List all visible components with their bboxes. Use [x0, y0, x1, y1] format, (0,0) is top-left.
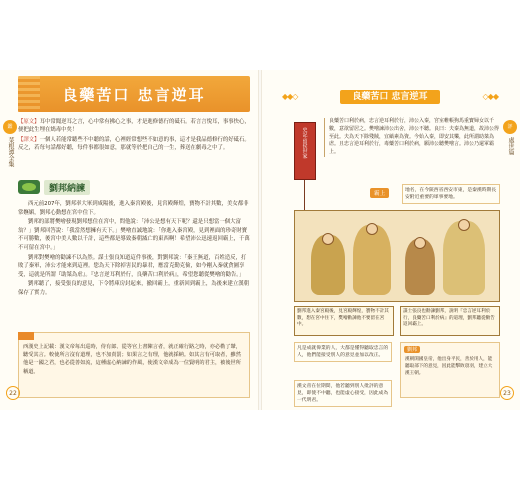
term-note: 地名，在今陝西省西安市東，是秦漢時期長安附近重要的軍事要地。	[402, 184, 500, 204]
left-side-tab-text: 菜根譚全集	[7, 137, 14, 167]
note-box	[18, 332, 250, 398]
page-number-right: 23	[500, 386, 514, 400]
person-description: 漢朝開國皇帝，他出身平民，善於用人，能聽取部下的意見，因此能擊敗項羽，建立大漢王朝。	[405, 357, 493, 376]
note-tab-icon	[18, 332, 34, 340]
section-title: 劉邦納諫	[44, 180, 90, 195]
person-title: 劉邦	[404, 346, 420, 353]
intro-original-text: 耳中常聞逆耳之言，心中常有拂心之事，才是進修德行的砥石。若言言悅耳，事事快心，便把此生埋在鴆毒中矣！	[18, 119, 250, 134]
person-box	[400, 342, 500, 398]
figure-head	[322, 233, 334, 245]
side-note: 凡是成就偉業的人，大都是懂得聽取忠言的人，他們能接受別人的意見並加以改正。	[294, 342, 392, 362]
term-tag: 霸上	[370, 188, 389, 198]
left-page-title: 良藥苦口 忠言逆耳	[62, 86, 206, 104]
ornament-left-icon: ◆◆◇	[282, 92, 298, 101]
intro-translation-text: 一個人若能常聽些不中聽的話，心裡經常想些不如意的事，這才是我品德修行的好砥石。反之，若每句話都好聽，每件事都很如意，那就等於把自己的一生，葬送在劇毒之中了。	[18, 136, 250, 152]
intro-original	[18, 118, 250, 135]
side-note: 漢文帝在位期間，他若聽到別人批評的意見，即使不中聽，也能虛心接受，因此成為一代明君。	[294, 380, 392, 407]
story-body	[18, 200, 250, 299]
figure-illustration	[443, 221, 485, 295]
figure-head	[414, 237, 426, 249]
caption-left: 劉邦進入秦宮殿後，見宮殿輝煌，寶物不計其數，想在宮中住下，樊噲勸諫他不要留在宮中。	[294, 306, 394, 336]
section-heading	[18, 180, 148, 194]
note-text: 西漢史上記載：漢文帝每出巡時，侍有郎、從等官上書陳言者，就正確行路之時，亦必勒了輦，聽受其言。較使所言沒有道理，也不加責罰；如果言之有理，他就採納。如其言有可取者，雖然他是一國之君，也必從善如流，這種虛心納諫的作風，使漢文帝成為一位賢明的君主，被後世所稱道。	[23, 344, 241, 375]
book-label: 史記·留侯世家	[301, 127, 308, 159]
right-side-tab	[502, 120, 518, 155]
caption-right: 謀士張良也勸諫劉邦，說明『忠言逆耳利於行，良藥苦口利於病』的道理，劉邦聽從勸告返回霸上。	[400, 306, 500, 336]
book-label-card	[294, 122, 316, 180]
intro-translation-key: 【譯文】	[18, 136, 40, 143]
leaf-icon	[18, 180, 40, 194]
right-side-tab-text: 處世篇	[507, 137, 514, 155]
story-paragraph: 劉邦的部將樊噲發現劉邦想住在宮中，問他說：「沛公是想有天下呢？還是只想當一個大富翁？」劉邦回答說：「我當然想擁有天下。」樊噲直誠地說：「你進入秦宮殿，見到裡面的珍奇財寶不可勝數，後宮中美人數以千計，這些都是導致秦朝滅亡的東西啊！希望沛公迅速返回霸上，千萬不可留在宮中。」	[18, 219, 250, 251]
left-side-tab	[2, 120, 18, 167]
right-page-title: 良藥苦口 忠言逆耳	[340, 90, 440, 104]
figure-head	[366, 223, 378, 235]
figure-head	[458, 219, 470, 231]
right-side-tab-circle: 評	[503, 120, 517, 134]
left-title-banner	[18, 76, 250, 112]
right-title-banner	[282, 90, 498, 104]
right-page	[262, 70, 520, 410]
ornament-right-icon: ◇◆◆	[482, 92, 498, 101]
story-paragraph: 西元前207年，劉邦率大軍到咸陽後，進入秦宮殿後，見宮殿輝煌，寶物不計其數，美女都非常嫵媚，劉邦心動想在宮中住下。	[18, 201, 249, 216]
story-paragraph: 劉邦聽了，接受張良的意見，下令將庫房封起來，撤回霸上，重新回到霸上，為後來建立漢朝保存了實力。	[18, 281, 250, 296]
left-side-tab-circle: 鑑	[3, 120, 17, 134]
story-paragraph: 劉邦對樊噲的勸諫不以為然。謀士張良知道這件事後，對劉邦說：「秦王無道，百姓造反，打敗了秦軍，沛公才能來到這裡。您為天下除掉害民的暴君，應當克勤克儉，如今剛入秦就貪圖享受，這就是所謂『助桀為虐』。『忠言逆耳利於行，良藥苦口利於病』，希望您聽從樊噲的勸告。」	[18, 254, 247, 278]
intro-block	[18, 118, 250, 154]
figure-illustration	[353, 225, 391, 295]
story-illustration	[294, 210, 500, 302]
left-page	[0, 70, 258, 410]
excerpt-text: 良藥苦口利於病，忠言逆耳利於行，沛公入秦，宮室帷帳狗馬重寶婦女以千數，意欲留居之。樊噲諫沛公出舍，沛公不聽。良曰：夫秦為無道，故沛公得至此。夫為天下除殘賊，宜縞素為資。今始入秦，即安其樂，此所謂助桀為虐。且忠言逆耳利於行，毒藥苦口利於病，願沛公聽樊噲言。沛公乃還軍霸上。	[324, 118, 500, 157]
intro-original-key: 【原文】	[18, 119, 40, 125]
page-number-left: 22	[6, 386, 20, 400]
intro-translation	[18, 136, 250, 153]
